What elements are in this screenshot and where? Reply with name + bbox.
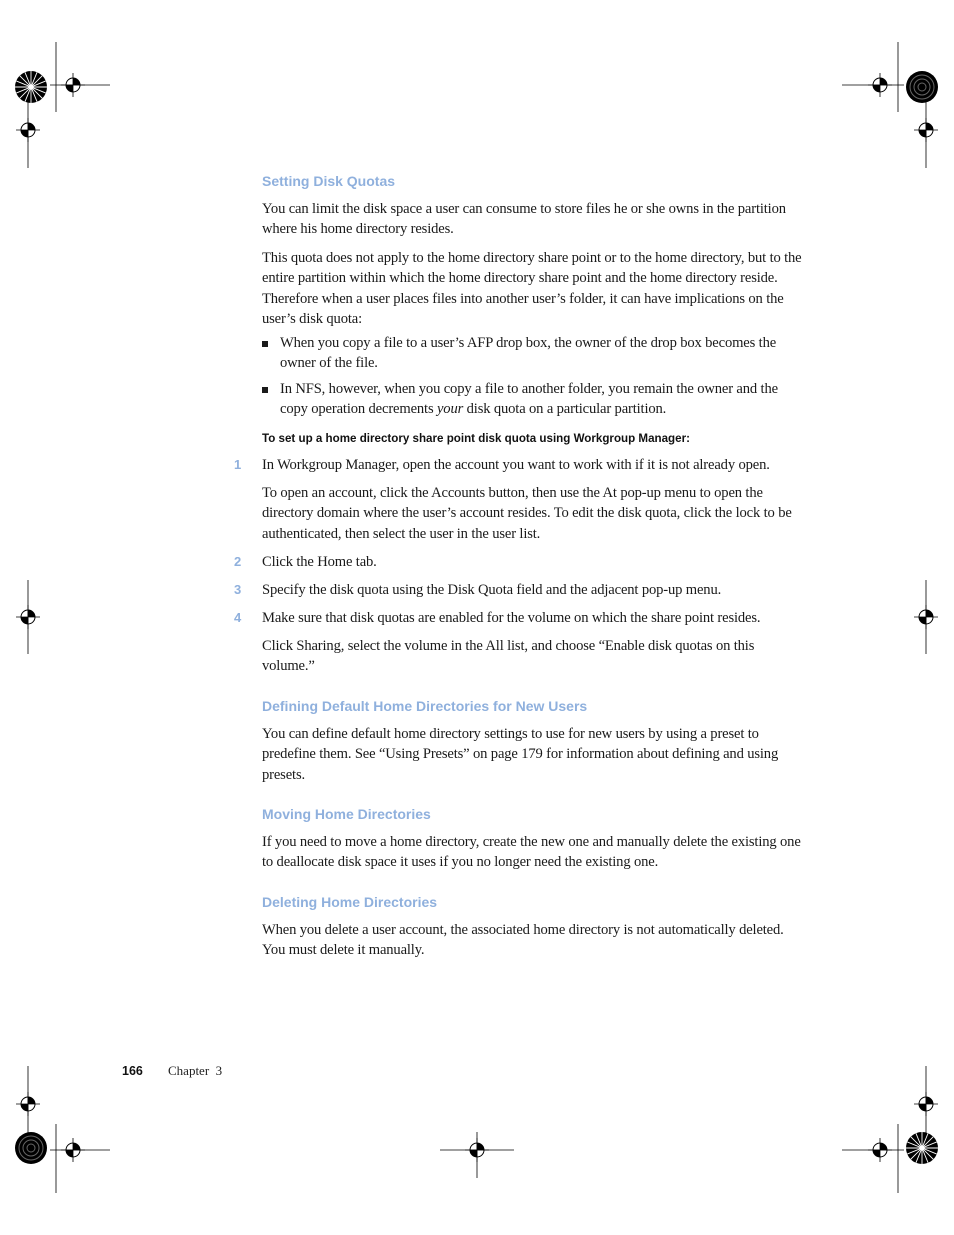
registration-mark-icon [868, 73, 892, 97]
emphasis-text: your [436, 401, 464, 418]
paragraph: You can limit the disk space a user can consume to store files he or she owns in the partition where his home directory resides. [262, 201, 786, 238]
bullet-square-icon [262, 341, 268, 347]
starburst-target-icon [906, 1132, 938, 1164]
registration-mark-icon [914, 1092, 938, 1116]
starburst-target-icon [906, 71, 938, 103]
paragraph: You can define default home directory settings to use for new users by using a preset to predefine them. See “Using Presets” on page 179 for information about defining and using presets. [262, 726, 779, 783]
bullet-text: disk quota on a particular partition. [463, 401, 667, 418]
step-number: 2 [234, 554, 242, 569]
registration-mark-icon [914, 118, 938, 142]
step-text: In Workgroup Manager, open the account you want to work with if it is not already open. [262, 457, 770, 473]
registration-mark-icon [61, 1138, 85, 1162]
paragraph: If you need to move a home directory, create the new one and manually delete the existing one to deallocate disk space it uses if you no longer need the existing one. [262, 834, 801, 871]
step-detail: To open an account, click the Accounts button, then use the At pop-up menu to open the directory domain where the user’s account resides. To edit the disk quota, click the lock to be authenticated, then select the user in the user list. [262, 485, 792, 542]
registration-mark-icon [16, 118, 40, 142]
section-heading-disk-quotas: Setting Disk Quotas [262, 173, 396, 189]
paragraph: This quota does not apply to the home directory share point or to the home directory, but to the entire partition within which the home directory share point and the home directory reside. Therefore when a user places files into another user’s folder, it can have implications on the user’s disk quota: [262, 250, 802, 328]
page-number: 166 [122, 1064, 143, 1078]
registration-mark-icon [16, 1092, 40, 1116]
chapter-label: Chapter 3 [168, 1063, 223, 1078]
bullet-text: In NFS, however, when you copy a file to another folder, you remain the owner and the copy operation decrements [280, 381, 778, 418]
registration-mark-icon [914, 605, 938, 629]
registration-mark-icon [61, 73, 85, 97]
section-heading-moving-home: Moving Home Directories [262, 806, 431, 822]
step-text: Make sure that disk quotas are enabled for the volume on which the share point resides. [262, 610, 761, 626]
step-detail: Click Sharing, select the volume in the All list, and choose “Enable disk quotas on this volume.” [262, 638, 755, 675]
starburst-target-icon [15, 1132, 47, 1164]
paragraph: When you delete a user account, the associated home directory is not automatically deleted. You must delete it manually. [262, 922, 784, 959]
task-title: To set up a home directory share point disk quota using Workgroup Manager: [262, 432, 690, 445]
step-number: 3 [234, 582, 242, 597]
section-heading-default-home: Defining Default Home Directories for New Users [262, 698, 588, 714]
starburst-target-icon [15, 71, 47, 103]
step-number: 4 [234, 610, 242, 625]
registration-mark-icon [868, 1138, 892, 1162]
bullet-square-icon [262, 387, 268, 393]
step-text: Specify the disk quota using the Disk Quota field and the adjacent pop-up menu. [262, 582, 722, 598]
step-number: 1 [234, 457, 242, 472]
section-heading-deleting-home: Deleting Home Directories [262, 894, 438, 910]
bullet-item [280, 379, 807, 420]
bullet-item: When you copy a file to a user’s AFP drop box, the owner of the drop box becomes the owner of the file. [280, 335, 777, 372]
registration-mark-icon [465, 1138, 489, 1162]
registration-mark-icon [16, 605, 40, 629]
step-text: Click the Home tab. [262, 554, 377, 570]
